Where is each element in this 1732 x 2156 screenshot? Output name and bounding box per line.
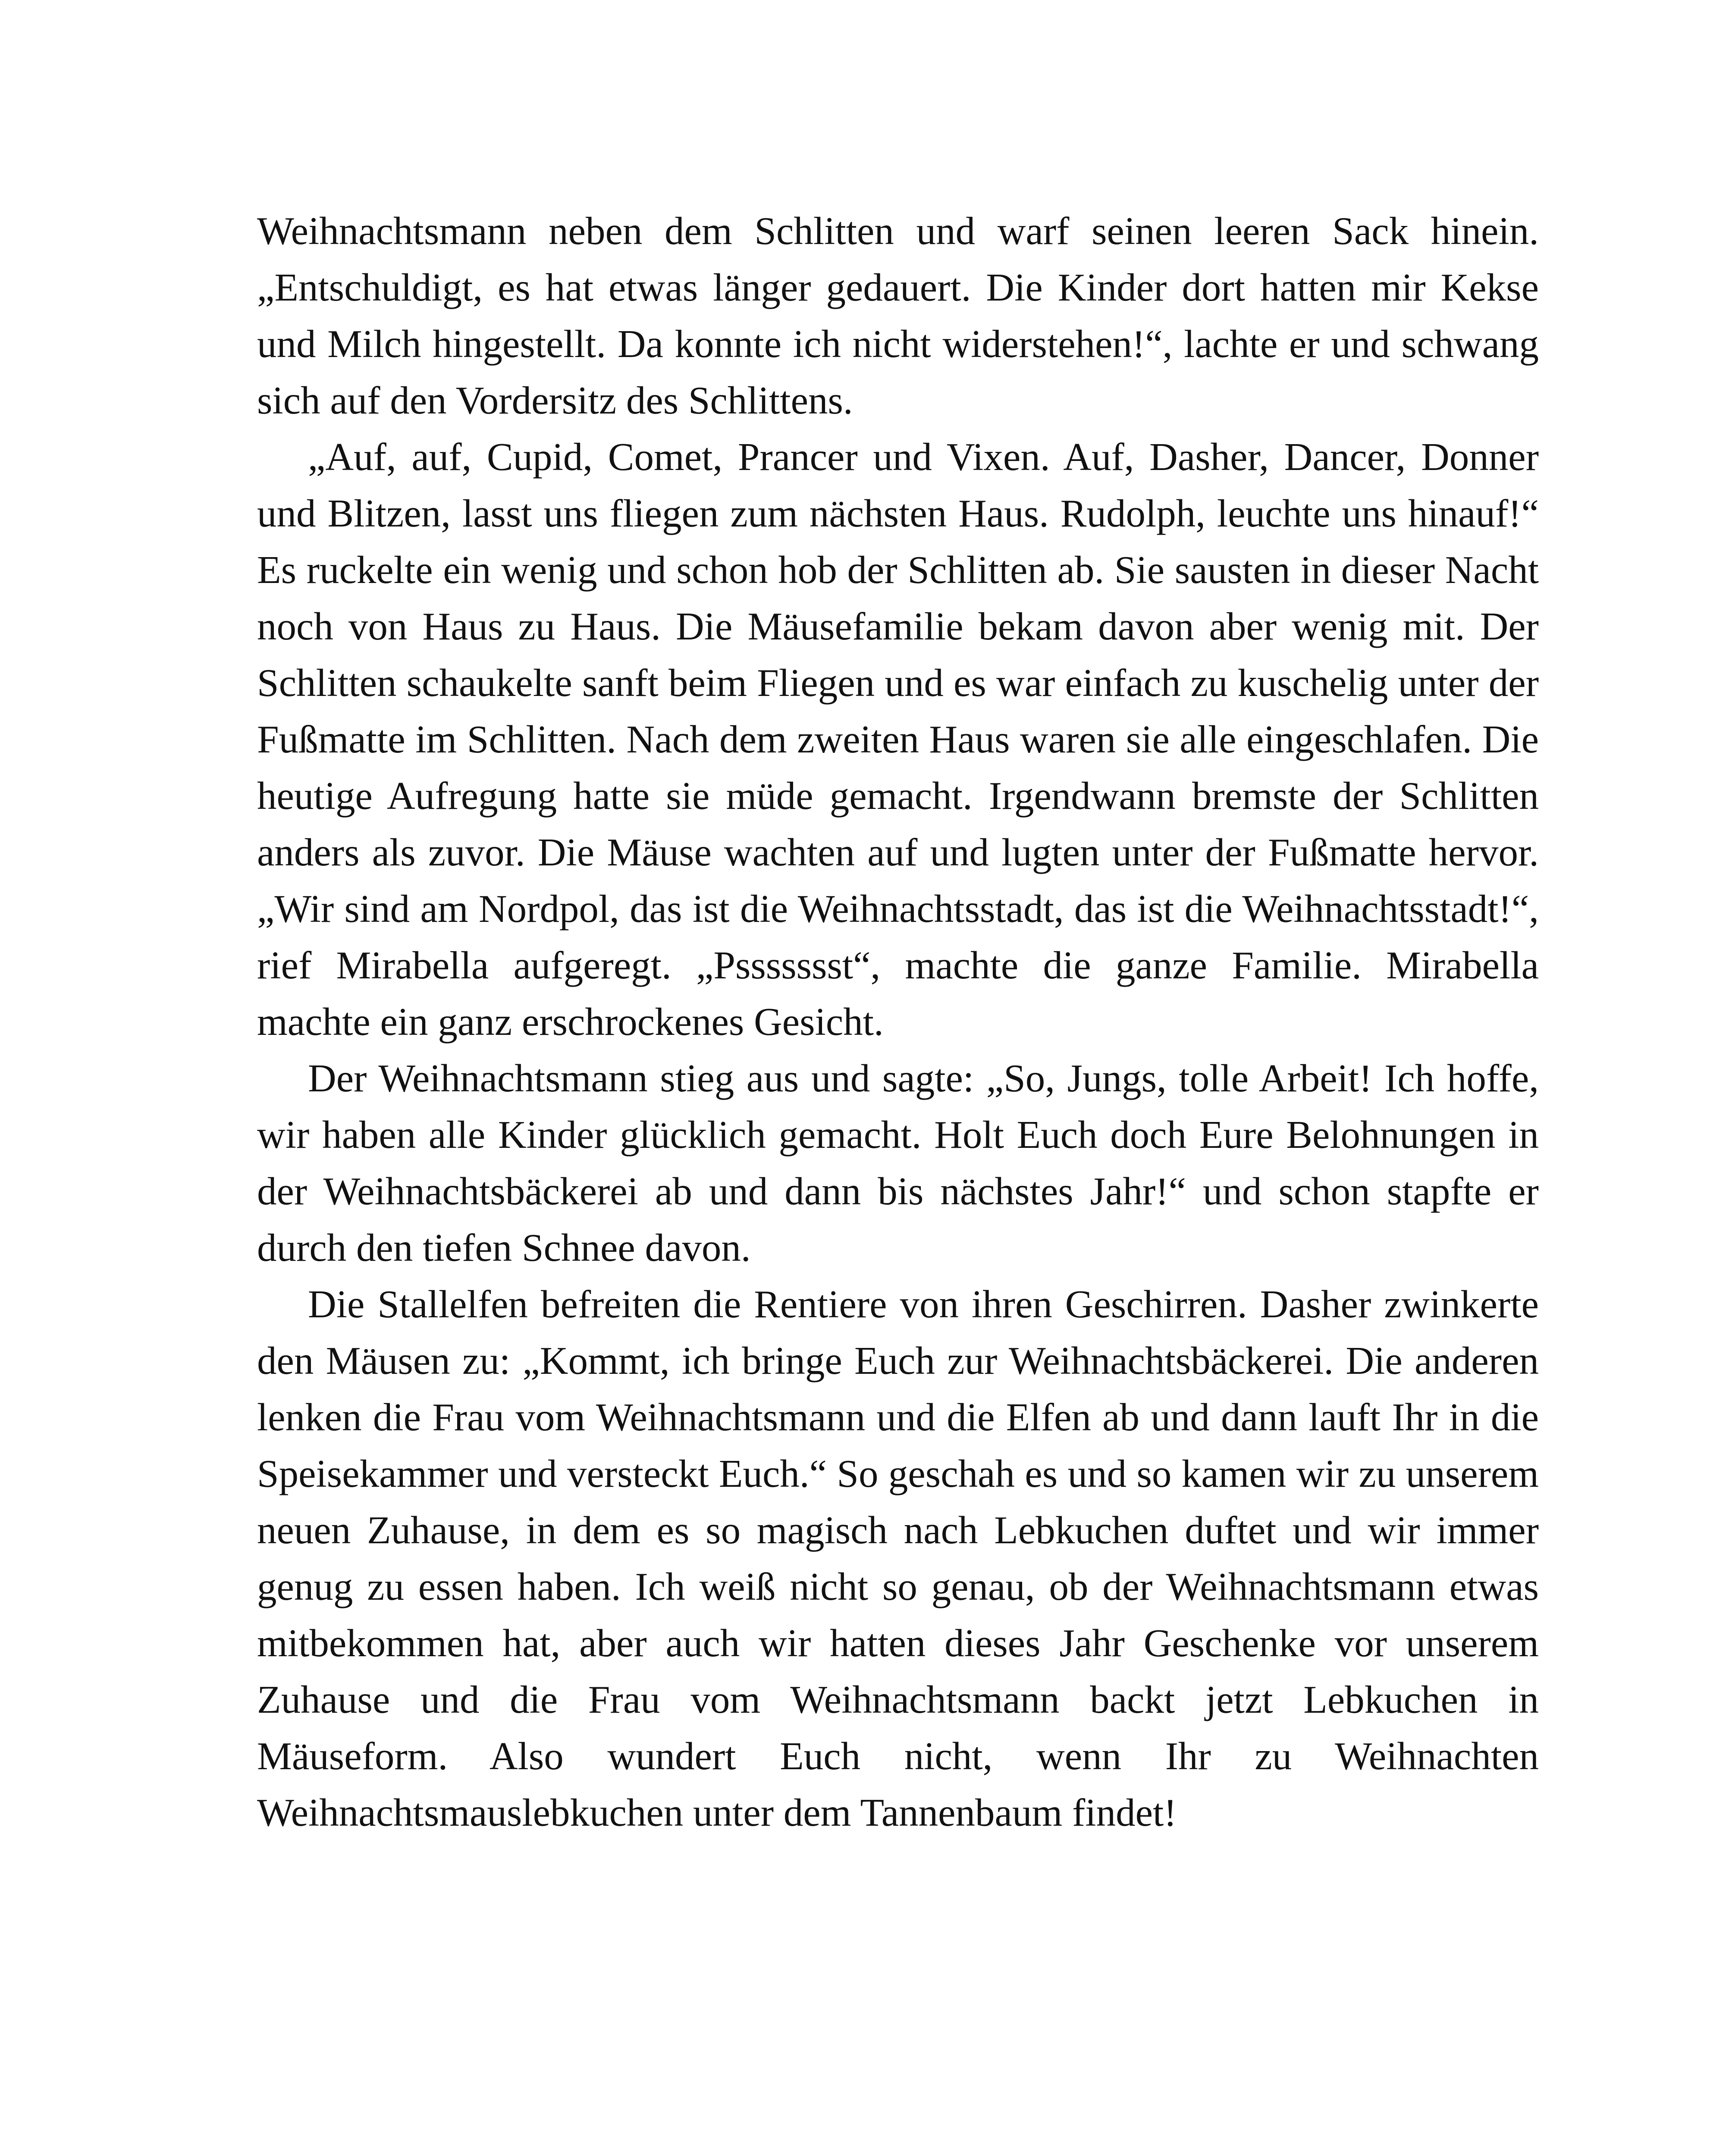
body-text (257, 203, 1539, 1841)
paragraph: Die Stallelfen befreiten die Rentiere von ihren Geschirren. Dasher zwinkerte den Mäusen zu: „Kommt, ich bringe Euch zur Weihnachtsbäckerei. Die anderen lenken die Frau vom Weihnachtsmann und die Elfen ab und dann lauft Ihr in die Speisekammer und versteckt Euch.“ So geschah es und so kamen wir zu unserem neuen Zuhause, in dem es so magisch nach Lebkuchen duftet und wir immer genug zu essen haben. Ich weiß nicht so genau, ob der Weihnachtsmann etwas mitbekommen hat, aber auch wir hatten dieses Jahr Geschenke vor unserem Zuhause und die Frau vom Weihnachtsmann backt jetzt Lebkuchen in Mäuseform. Also wundert Euch nicht, wenn Ihr zu Weihnachten Weihnachtsmauslebkuchen unter dem Tannenbaum findet! (257, 1282, 1539, 1834)
paragraph-continued: Weihnachtsmann neben dem Schlitten und warf seinen leeren Sack hinein. „Entschuldigt, es hat etwas länger gedauert. Die Kinder dort hatten mir Kekse und Milch hingestellt. Da konnte ich nicht widerstehen!“, lachte er und schwang sich auf den Vordersitz des Schlittens. (257, 209, 1539, 422)
paragraph: Der Weihnachtsmann stieg aus und sagte: „So, Jungs, tolle Arbeit! Ich hoffe, wir haben alle Kinder glücklich gemacht. Holt Euch doch Eure Belohnungen in der Weihnachtsbäckerei ab und dann bis nächstes Jahr!“ und schon stapfte er durch den tiefen Schnee davon. (257, 1056, 1539, 1269)
paragraph: „Auf, auf, Cupid, Comet, Prancer und Vixen. Auf, Dasher, Dancer, Donner und Blitzen, lasst uns fliegen zum nächsten Haus. Rudolph, leuchte uns hinauf!“ Es ruckelte ein wenig und schon hob der Schlitten ab. Sie sausten in dieser Nacht noch von Haus zu Haus. Die Mäusefamilie bekam davon aber wenig mit. Der Schlitten schaukelte sanft beim Fliegen und es war einfach zu kuschelig unter der Fußmatte im Schlitten. Nach dem zweiten Haus waren sie alle eingeschlafen. Die heutige Aufregung hatte sie müde gemacht. Irgendwann bremste der Schlitten anders als zuvor. Die Mäuse wachten auf und lugten unter der Fußmatte hervor. „Wir sind am Nordpol, das ist die Weihnachtsstadt, das ist die Weihnachtsstadt!“, rief Mirabella aufgeregt. „Pssssssst“, machte die ganze Familie. Mirabella machte ein ganz erschrockenes Gesicht. (257, 435, 1539, 1044)
